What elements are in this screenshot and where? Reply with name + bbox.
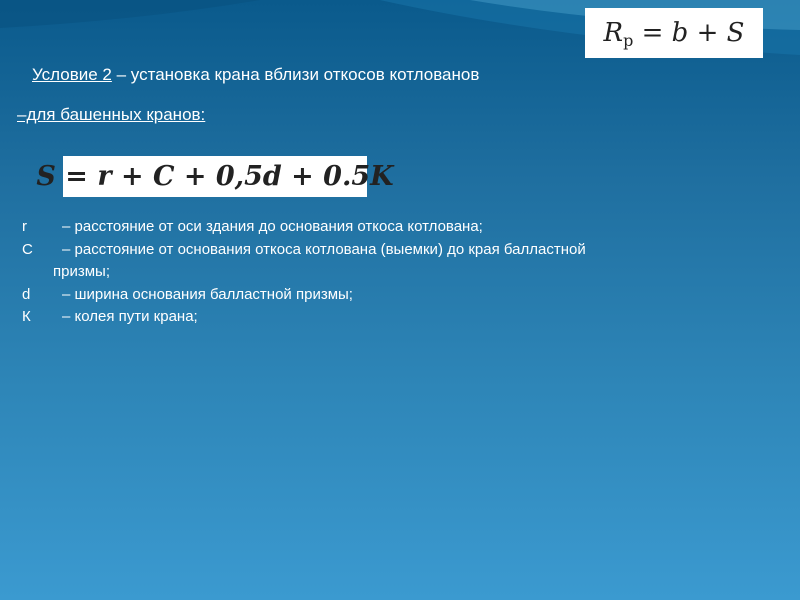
condition-label: Условие 2 (32, 65, 112, 84)
definition-symbol: К (22, 308, 31, 325)
formula-rp-rhs: = b + S (633, 18, 745, 48)
definition-symbol: r (22, 218, 27, 235)
formula-rp-subscript: р (623, 30, 634, 50)
definitions-list (22, 216, 782, 329)
definition-symbol: С (22, 240, 33, 258)
definition-text: – ширина основания балластной призмы; (62, 285, 353, 303)
definition-item (22, 306, 782, 329)
formula-rp-lhs: R (603, 18, 624, 48)
condition-heading (32, 65, 479, 85)
definition-text: – колея пути крана; (62, 308, 198, 325)
definition-continuation: призмы; (53, 263, 110, 280)
condition-description: – установка крана вблизи откосов котлованов (111, 65, 480, 84)
definition-item (22, 284, 782, 307)
definition-item (22, 216, 782, 239)
definition-text: – расстояние от основания откоса котлована (выемки) до края балластной (62, 240, 586, 258)
definition-symbol: d (22, 285, 31, 303)
definition-item (22, 239, 782, 262)
formula-s: S = r + C + 0,5d + 0.5K (63, 156, 367, 197)
definition-text: – расстояние от оси здания до основания откоса котлована; (62, 218, 483, 235)
formula-rp (585, 8, 763, 58)
tower-crane-subheading: –для башенных кранов: (17, 105, 206, 124)
